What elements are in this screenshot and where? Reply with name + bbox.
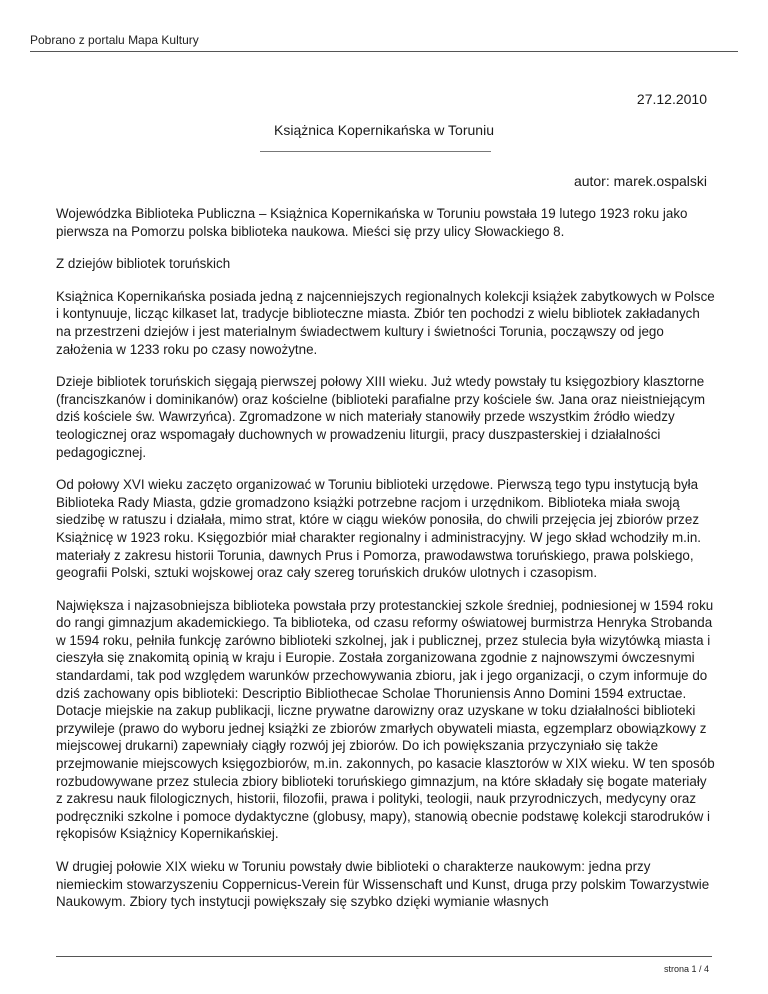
body-paragraph: Od połowy XVI wieku zaczęto organizować w Toruniu biblioteki urzędowe. Pierwszą tego typu instytucją była Biblioteka Rady Miasta, gdzie gromadzono książki potrzebne racjom i urzędnikom. Biblioteka miała swoją siedzibę w ratuszu i działała, mimo strat, które w ciągu wieków ponosiła, do chwili przejęcia jej zbiorów przez Książnicę w 1923 roku. Księgozbiór miał charakter regionalny i administracyjny. W jego skład wchodziły m.in. materiały z zakresu historii Torunia, dawnych Prus i Pomorza, prawodawstwa toruńskiego, prawa polskiego, geografii Polski, sztuki wojskowej oraz cały szereg toruńskich druków ulotnych i czasopism.: [56, 477, 702, 581]
article-date: 27.12.2010: [636, 91, 707, 107]
page-header-source: Pobrano z portalu Mapa Kultury: [30, 33, 199, 47]
article-body: [56, 205, 716, 926]
title-underline: [260, 151, 491, 152]
body-paragraph: W drugiej połowie XIX wieku w Toruniu powstały dwie biblioteki o charakterze naukowym: jedna przy niemieckim stowarzyszeniu Coppernicus-Verein für Wissenschaft und Kunst, druga przy polskim Towarzystwie Naukowym. Zbiory tych instytucji powiększały się szybko dzięki wymianie własnych: [56, 859, 710, 910]
section-heading: Z dziejów bibliotek toruńskich: [56, 256, 231, 272]
body-paragraph: Książnica Kopernikańska posiada jedną z najcenniejszych regionalnych kolekcji książek zabytkowych w Polsce i kontynuuje, licząc kilkaset lat, tradycje biblioteczne miasta. Zbiór ten pochodzi z wielu bibliotek zakładanych na przestrzeni dziejów i jest materialnym świadectwem kultury i świetności Torunia, począwszy od jego założenia w 1233 roku po czasy nowożytne.: [56, 288, 715, 357]
header-divider: [30, 51, 738, 52]
intro-paragraph: Wojewódzka Biblioteka Publiczna – Książnica Kopernikańska w Toruniu powstała 19 lutego 1923 roku jako pierwsza na Pomorzu polska biblioteka naukowa. Mieści się przy ulicy Słowackiego 8.: [56, 206, 688, 239]
footer-divider: [56, 956, 712, 957]
page-number: strona 1 / 4: [663, 964, 709, 974]
body-paragraph: Dzieje bibliotek toruńskich sięgają pierwszej połowy XIII wieku. Już wtedy powstały tu księgozbiory klasztorne (franciszkanów i dominikanów) oraz kościelne (biblioteki parafialne przy kościele św. Jana oraz nieistniejącym dziś kościele św. Wawrzyńca). Zgromadzone w nich materiały stanowiły przede wszystkim źródło wiedzy teologicznej oraz wspomagały duchownych w prowadzeniu liturgii, pracy duszpasterskiej i działalności pedagogicznej.: [56, 374, 705, 460]
body-paragraph: Największa i najzasobniejsza biblioteka powstała przy protestanckiej szkole średniej, podniesionej w 1594 roku do rangi gimnazjum akademickiego. Ta biblioteka, od czasu reformy oświatowej burmistrza Henryka Strobanda w 1594 roku, pełniła funkcję zarówno biblioteki szkolnej, jak i publicznej, przez stulecia była wizytówką miasta i cieszyła się znakomitą opinią w kraju i Europie. Została zorganizowana zgodnie z najnowszymi ówczesnymi standardami, tak pod względem warunków przechowywania zbioru, jak i jego organizacji, o czym informuje do dziś zachowany opis biblioteki: Descriptio Bibliothecae Scholae Thoruniensis Anno Domini 1594 extructae. Dotacje miejskie na zakup publikacji, liczne prywatne darowizny oraz uzyskane w toku działalności biblioteki przywileje (prawo do wyboru jednej książki ze zbiorów zmarłych obywateli miasta, egzemplarz obowiązkowy z miejscowej drukarni) zapewniały ciągły rozwój jej zbiorów. Do ich powiększania przyczyniało się także przejmowanie miejscowych księgozbiorów, m.in. zakonnych, po kasacie klasztorów w XIX wieku. W ten sposób rozbudowywane przez stulecia zbiory biblioteki toruńskiego gimnazjum, na które składały się bogate materiały z zakresu nauk filologicznych, historii, filozofii, prawa i polityki, teologii, nauk przyrodniczych, medycyny oraz podręczniki szkolne i pomoce dydaktyczne (globusy, mapy), stanowią obecnie podstawę kolekcji starodruków i rękopisów Książnicy Kopernikańskiej.: [56, 597, 715, 842]
article-title: Książnica Kopernikańska w Toruniu: [274, 122, 494, 138]
article-author: autor: marek.ospalski: [573, 173, 707, 189]
